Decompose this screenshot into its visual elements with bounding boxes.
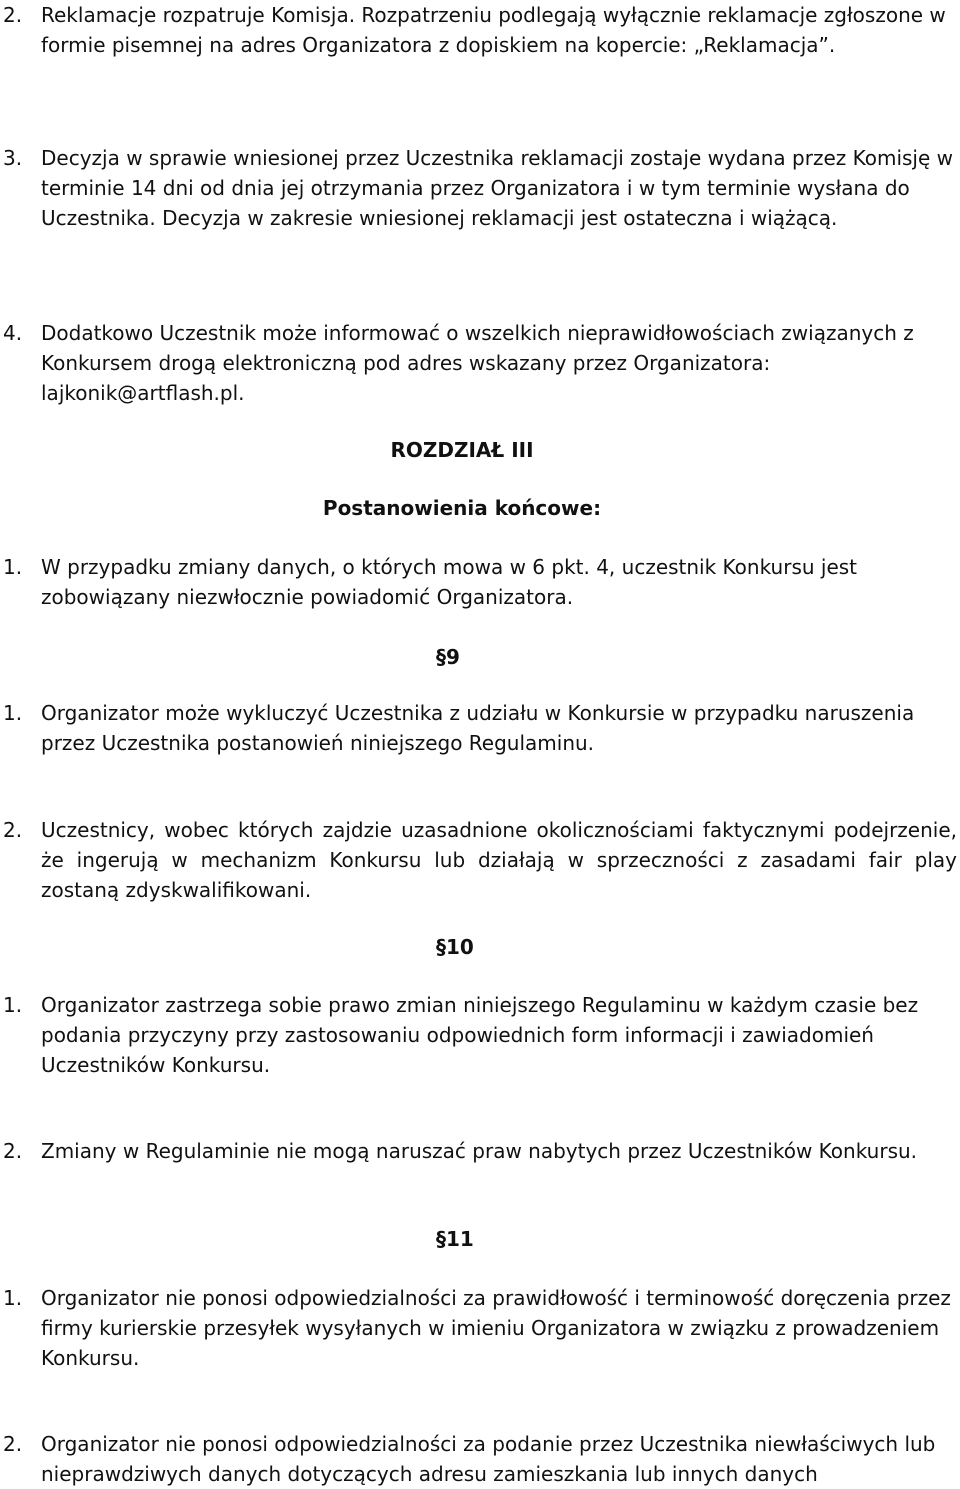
chapter-heading: ROZDZIAŁ III: [390, 438, 534, 462]
item-number: 2.: [3, 1432, 23, 1456]
item-text: Organizator może wykluczyć Uczestnika z udziału w Konkursie w przypadku naruszenia przez Uczestnika postanowień niniejszego Regulaminu.: [41, 701, 915, 755]
item-number: 3.: [3, 146, 23, 170]
chapter-subheading: Postanowienia końcowe:: [322, 496, 602, 520]
item-number: 2.: [3, 1139, 23, 1163]
item-number: 1.: [3, 1286, 23, 1310]
item-number: 1.: [3, 555, 23, 579]
item-text: Dodatkowo Uczestnik może informować o wszelkich nieprawidłowościach związanych z Konkursem drogą elektroniczną pod adres wskazany przez Organizatora: lajkonik@artflash.pl.: [41, 321, 914, 405]
item-text: Organizator zastrzega sobie prawo zmian niniejszego Regulaminu w każdym czasie bez podania przyczyny przy zastosowaniu odpowiednich form informacji i zawiadomień Uczestników Konkursu.: [41, 993, 919, 1077]
section-heading: [436, 642, 460, 672]
section-number: 9: [446, 645, 460, 669]
section-heading: [436, 932, 474, 962]
section-symbol: §: [436, 645, 446, 669]
item-text: Zmiany w Regulaminie nie mogą naruszać praw nabytych przez Uczestników Konkursu.: [41, 1139, 918, 1163]
section-symbol: §: [436, 1227, 446, 1251]
item-number: 1.: [3, 701, 23, 725]
item-text: W przypadku zmiany danych, o których mowa w 6 pkt. 4, uczestnik Konkursu jest zobowiązany niezwłocznie powiadomić Organizatora.: [41, 555, 858, 609]
item-text: Organizator nie ponosi odpowiedzialności za podanie przez Uczestnika niewłaściwych lub nieprawdziwych danych dotyczących adresu zamieszkania lub innych danych: [41, 1432, 936, 1486]
section-number: 11: [446, 1227, 474, 1251]
section-symbol: §: [436, 935, 446, 959]
item-number: 1.: [3, 993, 23, 1017]
item-text: Uczestnicy, wobec których zajdzie uzasadnione okolicznościami faktycznymi podejrzenie, że ingerują w mechanizm Konkursu lub działają w sprzeczności z zasadami fair play zostaną zdyskwalifikowani.: [41, 818, 957, 902]
item-text: Decyzja w sprawie wniesionej przez Uczestnika reklamacji zostaje wydana przez Komisję w terminie 14 dni od dnia jej otrzymania przez Organizatora i w tym terminie wysłana do Uczestnika. Decyzja w zakresie wniesionej reklamacji jest ostateczna i wiążącą.: [41, 146, 954, 230]
item-number: 4.: [3, 321, 23, 345]
item-number: 2.: [3, 3, 23, 27]
item-number: 2.: [3, 818, 23, 842]
item-text: Reklamacje rozpatruje Komisja. Rozpatrzeniu podlegają wyłącznie reklamacje zgłoszone w formie pisemnej na adres Organizatora z dopiskiem na kopercie: „Reklamacja”.: [41, 3, 946, 57]
item-text: Organizator nie ponosi odpowiedzialności za prawidłowość i terminowość doręczenia przez firmy kurierskie przesyłek wysyłanych w imieniu Organizatora w związku z prowadzeniem Konkursu.: [41, 1286, 951, 1370]
section-heading: [436, 1224, 474, 1254]
section-number: 10: [446, 935, 474, 959]
